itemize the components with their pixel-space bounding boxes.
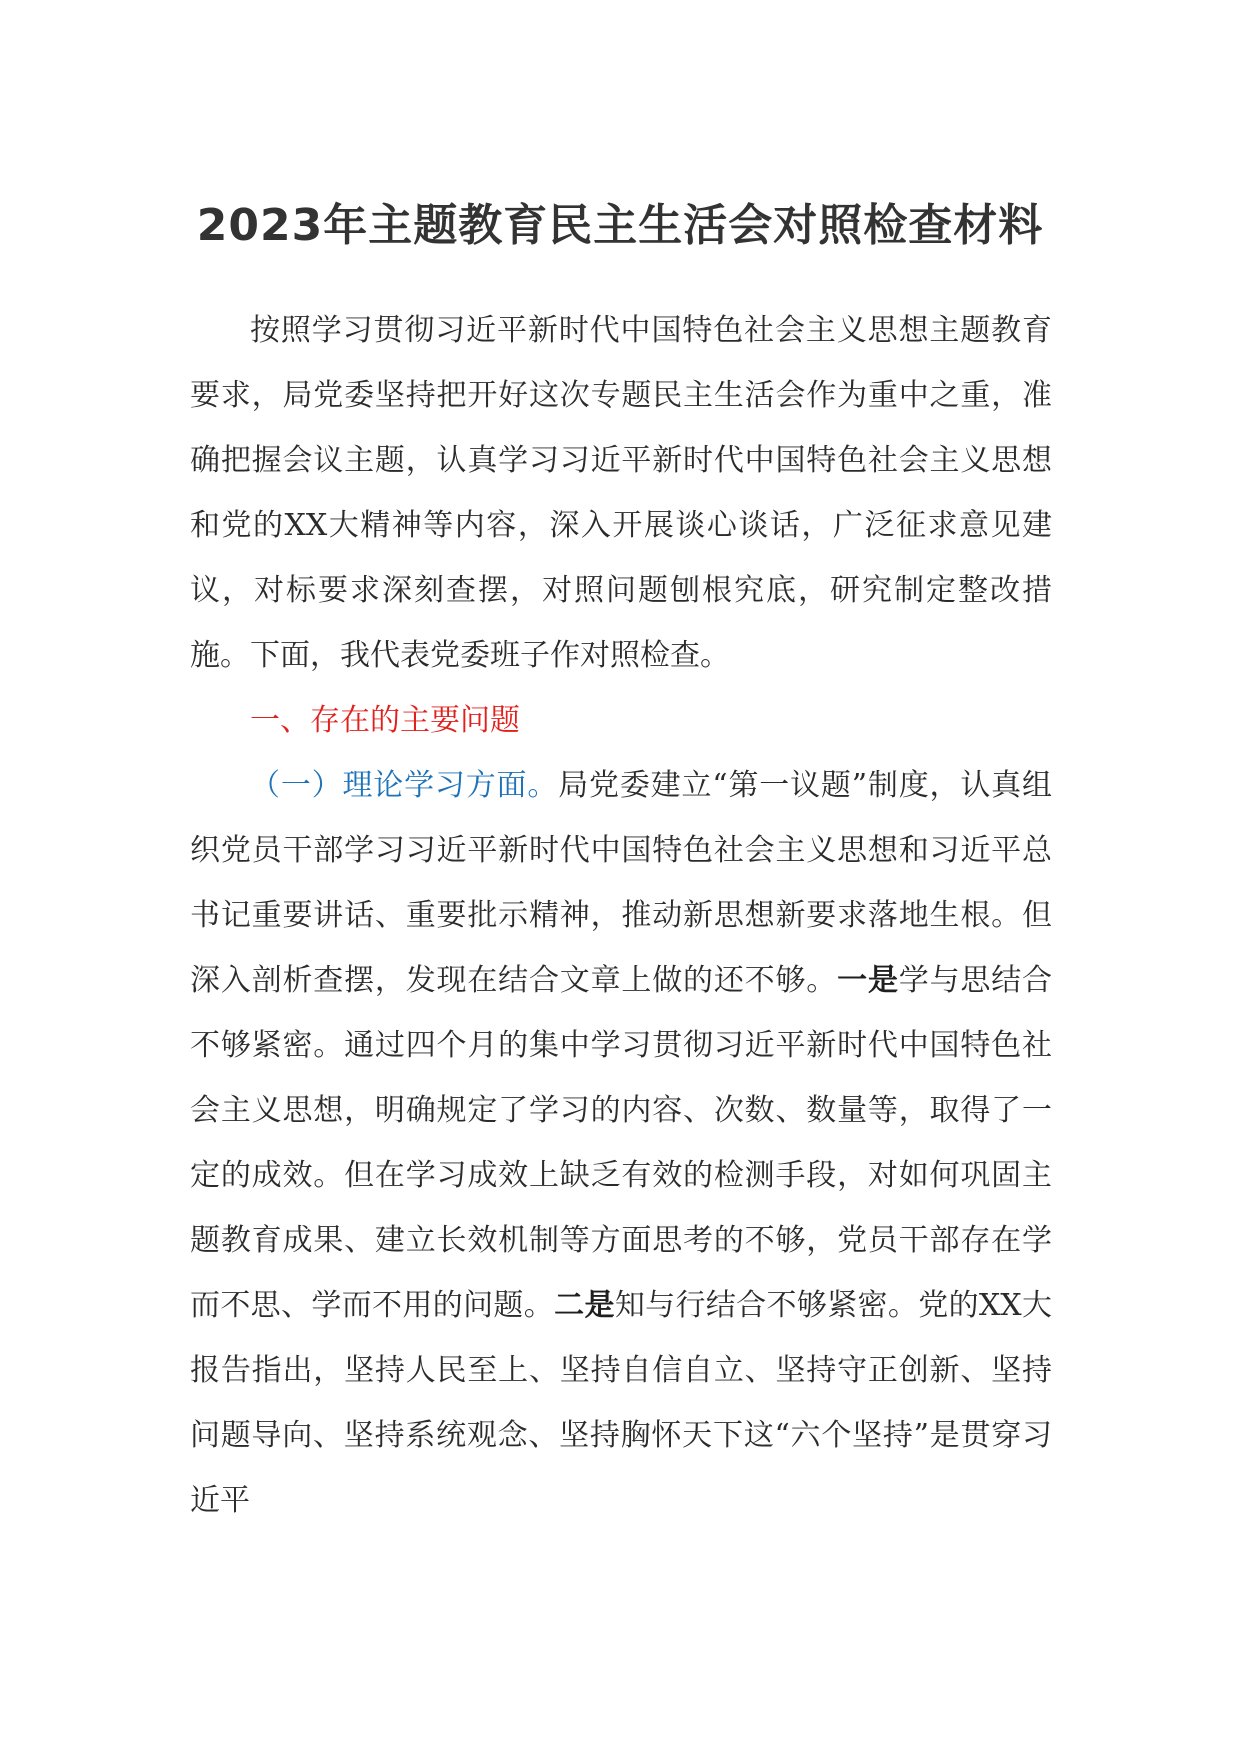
point-label: 二是 — [554, 1288, 615, 1323]
document-title: 2023年主题教育民主生活会对照检查材料 — [196, 200, 1044, 251]
intro-paragraph: 按照学习贯彻习近平新时代中国特色社会主义思想主题教育要求，局党委坚持把开好这次专题民主生活会作为重中之重，准确把握会议主题，认真学习习近平新时代中国特色社会主义思想和党的XX大精神等内容，深入开展谈心谈话，广泛征求意见建议，对标要求深刻查摆，对照问题刨根究底，研究制定整改措施。下面，我代表党委班子作对照检查。 — [190, 313, 1052, 673]
document-body — [190, 298, 1052, 1533]
theory-study-paragraph — [190, 753, 1052, 1533]
point-label: 一是 — [837, 963, 899, 998]
point-text: 学与思结合不够紧密。通过四个月的集中学习贯彻习近平新时代中国特色社会主义思想，明确规定了学习的内容、次数、数量等，取得了一定的成效。但在学习成效上缺乏有效的检测手段，对如何巩固主题教育成果、建立长效机制等方面思考的不够，党员干部存在学而不思、学而不用的问题。 — [190, 963, 1053, 1323]
subsection-heading: （一）理论学习方面。 — [250, 768, 559, 803]
section-heading: 一、存在的主要问题 — [250, 703, 520, 738]
paragraph-text: 局党委建立“第一议题”制度，认真组织党员干部学习习近平新时代中国特色社会主义思想和习近平总书记重要讲话、重要批示精神，推动新思想新要求落地生根。但深入剖析查摆，发现在结合文章上做的还不够。 — [190, 768, 1052, 998]
point-text: 知与行结合不够紧密。党的XX大报告指出，坚持人民至上、坚持自信自立、坚持守正创新、坚持问题导向、坚持系统观念、坚持胸怀天下这“六个坚持”是贯穿习近平 — [190, 1288, 1052, 1518]
